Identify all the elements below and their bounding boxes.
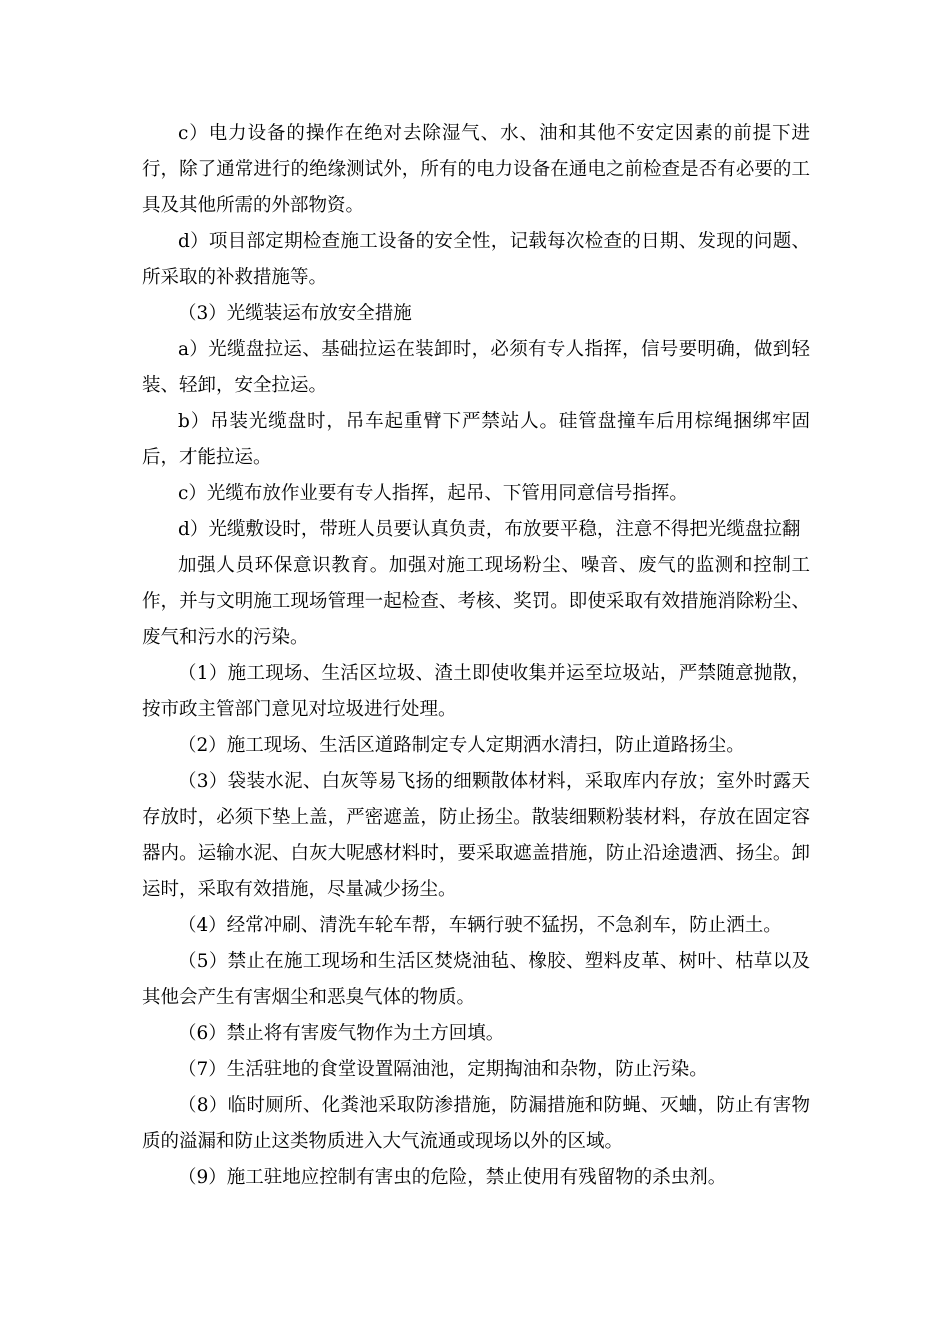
document-body <box>142 116 810 1196</box>
list-item-3-bulk-materials: （3）袋装水泥、白灰等易飞扬的细颗散体材料，采取库内存放；室外时露天存放时，必须下垫上盖，严密遮盖，防止扬尘。散装细颗粉装材料，存放在固定容器内。运输水泥、白灰大呢感材料时，要采取遮盖措施，防止沿途遗洒、扬尘。卸运时，采取有效措施，尽量减少扬尘。 <box>142 771 810 900</box>
list-item-2-road-sprinkling: （2）施工现场、生活区道路制定专人定期洒水清扫，防止道路扬尘。 <box>178 735 745 756</box>
section-heading-cable-safety: （3）光缆装运布放安全措施 <box>178 303 412 324</box>
list-item-7-grease-trap: （7）生活驻地的食堂设置隔油池，定期掏油和杂物，防止污染。 <box>178 1059 708 1080</box>
paragraph-c-electrical-equipment: c）电力设备的操作在绝对去除湿气、水、油和其他不安定因素的前提下进行，除了通常进行的绝缘测试外，所有的电力设备在通电之前检查是否有必要的工具及其他所需的外部物资。 <box>142 123 810 216</box>
paragraph-b-cable-reel-hoisting: b）吊装光缆盘时，吊车起重臂下严禁站人。硅管盘撞车后用棕绳捆绑牢固后，才能拉运。 <box>142 411 810 468</box>
paragraph-environmental-education: 加强人员环保意识教育。加强对施工现场粉尘、噪音、废气的监测和控制工作，并与文明施工现场管理一起检查、考核、奖罚。即使采取有效措施消除粉尘、废气和污水的污染。 <box>142 555 810 648</box>
list-item-1-garbage: （1）施工现场、生活区垃圾、渣土即使收集并运至垃圾站，严禁随意抛散，按市政主管部门意见对垃圾进行处理。 <box>142 663 810 720</box>
list-item-8-toilets-septic: （8）临时厕所、化粪池采取防渗措施，防漏措施和防蝇、灭蛐，防止有害物质的溢漏和防止这类物质进入大气流通或现场以外的区域。 <box>142 1095 810 1152</box>
paragraph-a-cable-reel-transport: a）光缆盘拉运、基础拉运在装卸时，必须有专人指挥，信号要明确，做到轻装、轻卸，安全拉运。 <box>142 339 810 396</box>
list-item-9-pest-control: （9）施工驻地应控制有害虫的危险，禁止使用有残留物的杀虫剂。 <box>178 1167 727 1188</box>
paragraph-c-cable-laying: c）光缆布放作业要有专人指挥，起吊、下管用同意信号指挥。 <box>178 483 688 504</box>
list-item-5-burning-prohibited: （5）禁止在施工现场和生活区焚烧油毡、橡胶、塑料皮革、树叶、枯草以及其他会产生有害烟尘和恶臭气体的物质。 <box>142 951 810 1008</box>
list-item-6-backfill: （6）禁止将有害废气物作为土方回填。 <box>178 1023 505 1044</box>
paragraph-d-equipment-inspection: d）项目部定期检查施工设备的安全性，记载每次检查的日期、发现的问题、所采取的补救措施等。 <box>142 231 810 288</box>
list-item-4-vehicle-washing: （4）经常冲刷、清洗车轮车帮，车辆行驶不猛拐，不急刹车，防止洒土。 <box>178 915 782 936</box>
paragraph-d-cable-installation: d）光缆敷设时，带班人员要认真负责，布放要平稳，注意不得把光缆盘拉翻 <box>178 519 801 540</box>
